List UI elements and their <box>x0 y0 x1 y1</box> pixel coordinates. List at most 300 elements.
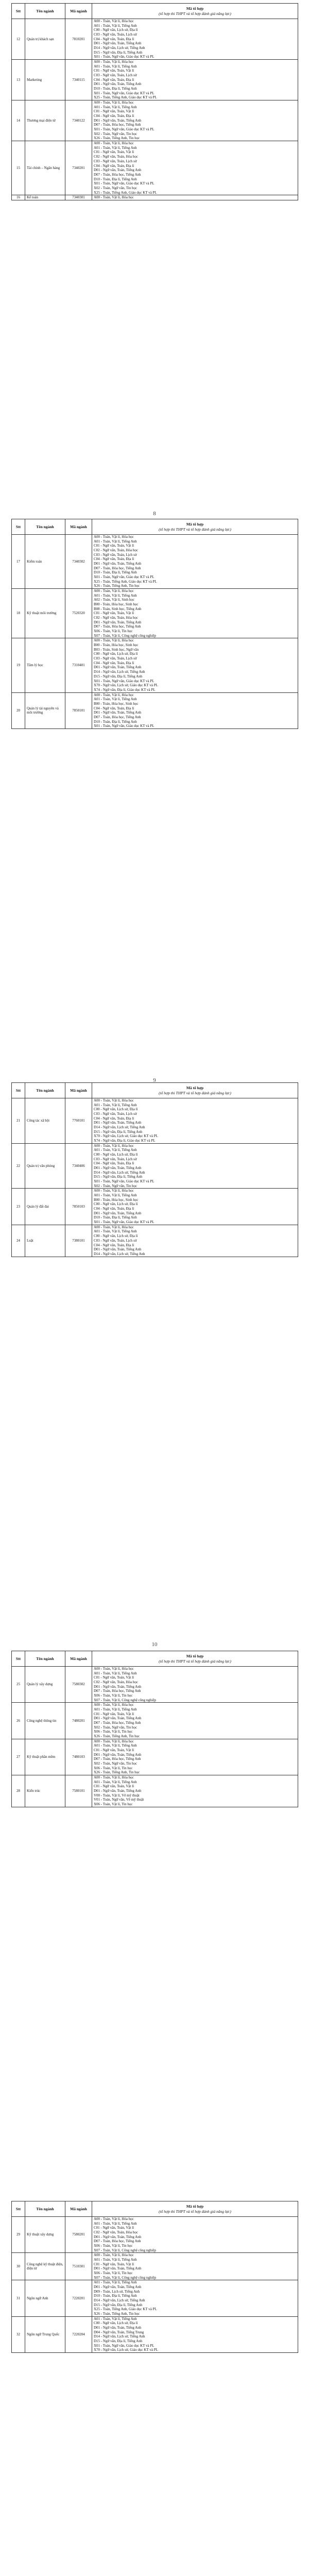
header-combos <box>92 519 298 535</box>
combo-item: D01 - Ngữ văn, Toán, Tiếng Anh <box>94 710 142 715</box>
combo-item: D10 - Toán, Địa lí, Tiếng Anh <box>94 87 137 91</box>
table-header <box>12 1083 298 1098</box>
combo-item: D07 - Toán, Hóa học, Tiếng Anh <box>94 566 141 570</box>
combo-item: X01 - Toán, Ngữ văn, Giáo dục KT và PL <box>94 127 154 132</box>
combo-list <box>92 2280 298 2316</box>
header-combos-title: Mã tổ hợp <box>186 6 204 11</box>
major-code: 7220204 <box>65 2316 92 2352</box>
row-stt: 29 <box>12 2217 25 2253</box>
combo-item: C01 - Ngữ văn, Toán, Vật lí <box>94 2262 134 2266</box>
combo-item: C03 - Ngữ văn, Toán, Lịch sử <box>94 73 137 78</box>
table-row <box>12 2280 298 2316</box>
combo-list <box>92 1703 298 1739</box>
header-combos <box>92 1083 298 1098</box>
major-name: Kỹ thuật môi trường <box>25 589 65 638</box>
combo-item: D14 - Ngữ văn, Lịch sử, Tiếng Anh <box>94 670 145 674</box>
combo-item: D01 - Ngữ văn, Toán, Tiếng Anh <box>94 2285 142 2290</box>
combo-item: A01 - Toán, Vật lí, Tiếng Anh <box>94 105 137 109</box>
table-row <box>12 100 298 141</box>
combo-item: A00 - Toán, Vật lí, Hóa học <box>94 19 134 23</box>
combo-item: D14 - Ngữ văn, Lịch sử, Tiếng Anh <box>94 2298 145 2303</box>
combo-item: C04 - Ngữ văn, Toán, Địa lí <box>94 1243 134 1247</box>
combo-item: X26 - Toán, Tiếng Anh, Tin học <box>94 2312 140 2316</box>
combo-item: D01 - Ngữ văn, Toán, Tiếng Anh <box>94 620 142 624</box>
combo-item: A01 - Toán, Vật lí, Tiếng Anh <box>94 145 137 150</box>
table-row <box>12 1775 298 1807</box>
combo-item: D07 - Toán, Hóa học, Tiếng Anh <box>94 123 141 127</box>
combo-item: A01 - Toán, Vật lí, Tiếng Anh <box>94 1743 137 1748</box>
header-combos-subtitle: (tổ hợp thi THPT và tổ hợp đánh giá năng lực) <box>159 2209 231 2214</box>
major-name: Ngôn ngữ Trung Quốc <box>25 2316 65 2352</box>
header-major-code: Mã ngành <box>65 1651 92 1667</box>
major-code: 7580302 <box>65 1667 92 1703</box>
combo-list <box>92 1098 298 1144</box>
major-code: 7580201 <box>65 2217 92 2253</box>
combo-item: A00 - Toán, Vật lí, Hóa học <box>94 692 134 697</box>
combo-item: X26 - Toán, Tiếng Anh, Tin học <box>94 1770 140 1775</box>
combo-item: X01 - Toán, Ngữ văn, Giáo dục KT và PL <box>94 1179 154 1184</box>
combo-item: C01 - Ngữ văn, Toán, Vật lí <box>94 150 134 155</box>
major-code: 7340201 <box>65 141 92 195</box>
combo-item: A00 - Toán, Vật lí, Hóa học <box>94 1703 134 1707</box>
header-stt: Stt <box>12 1651 25 1667</box>
combo-item: X06 - Toán, Vật lí, Tin học <box>94 2271 133 2276</box>
combo-item: A02 - Toán, Vật lí, Sinh học <box>94 598 134 602</box>
major-code: 7380101 <box>65 1225 92 1257</box>
major-name: Kỹ thuật phần mềm <box>25 1739 65 1775</box>
header-combos-subtitle: (tổ hợp thi THPT và tổ hợp đánh giá năng lực) <box>159 1658 231 1664</box>
row-stt: 15 <box>12 141 25 195</box>
table-row <box>12 2253 298 2280</box>
combo-item: A01 - Toán, Vật lí, Tiếng Anh <box>94 697 137 702</box>
table-row <box>12 1667 298 1703</box>
combo-item: A00 - Toán, Vật lí, Hóa học <box>94 1739 134 1743</box>
combo-item: D07 - Toán, Hóa học, Tiếng Anh <box>94 2239 141 2244</box>
major-name: Kiểm toán <box>25 535 65 589</box>
combo-item: D01 - Ngữ văn, Toán, Tiếng Anh <box>94 2234 142 2239</box>
row-stt: 18 <box>12 589 25 638</box>
admission-table <box>11 1082 298 1257</box>
combo-item: X02 - Toán, Ngữ văn, Tin học <box>94 1761 138 1766</box>
combo-item: X25 - Toán, Tiếng Anh, Giáo dục KT và PL <box>94 95 157 100</box>
combo-list <box>92 535 298 589</box>
combo-item: C00 - Ngữ văn, Lịch sử, Địa lí <box>94 652 138 656</box>
combo-item: D01 - Ngữ văn, Toán, Tiếng Anh <box>94 168 142 173</box>
combo-list <box>92 692 298 728</box>
major-name: Tâm lý học <box>25 638 65 692</box>
combo-item: X06 - Toán, Vật lí, Tin học <box>94 629 133 634</box>
combo-item: C04 - Ngữ văn, Toán, Địa lí <box>94 557 134 562</box>
combo-item: C03 - Ngữ văn, Toán, Lịch sử <box>94 1157 137 1161</box>
combo-item: D15 - Ngữ văn, Địa lí, Tiếng Anh <box>94 2339 143 2344</box>
combo-item: C04 - Ngữ văn, Toán, Địa lí <box>94 1116 134 1121</box>
combo-item: A00 - Toán, Vật lí, Hóa học <box>94 1225 134 1229</box>
combo-item: C02 - Ngữ văn, Toán, Hóa học <box>94 616 138 620</box>
major-name: Kỹ thuật xây dựng <box>25 2217 65 2253</box>
combo-item: C02 - Ngữ văn, Toán, Hóa học <box>94 548 138 553</box>
combo-item: C04 - Ngữ văn, Toán, Địa lí <box>94 163 134 168</box>
combo-item: A00 - Toán, Vật lí, Hóa học <box>94 2217 134 2221</box>
combo-item: D07 - Toán, Hóa học, Tiếng Anh <box>94 624 141 629</box>
combo-item: D15 - Ngữ văn, Địa lí, Tiếng Anh <box>94 674 143 679</box>
combo-item: C01 - Ngữ văn, Toán, Vật lí <box>94 1675 134 1680</box>
combo-item: A00 - Toán, Vật lí, Hóa học <box>94 195 134 200</box>
major-code: 7810201 <box>65 19 92 60</box>
combo-item: V01 - Toán, Ngữ văn, Vẽ mỹ thuật <box>94 1798 144 1802</box>
combo-item: D14 - Ngữ văn, Lịch sử, Tiếng Anh <box>94 1170 145 1175</box>
row-stt: 28 <box>12 1775 25 1807</box>
combo-item: C01 - Ngữ văn, Toán, Vật lí <box>94 544 134 548</box>
header-major-code: Mã ngành <box>65 2201 92 2217</box>
table-header <box>12 2201 298 2217</box>
combo-item: X02 - Toán, Ngữ văn, Tin học <box>94 131 138 136</box>
combo-item: A00 - Toán, Vật lí, Hóa học <box>94 1667 134 1671</box>
combo-item: A01 - Toán, Vật lí, Tiếng Anh <box>94 64 137 69</box>
combo-item: X02 - Toán, Ngữ văn, Tin học <box>94 1183 138 1188</box>
combo-item: X06 - Toán, Vật lí, Tin học <box>94 1693 133 1698</box>
combo-item: X26 - Toán, Tiếng Anh, Tin học <box>94 1734 140 1739</box>
combo-item: D01 - Ngữ văn, Toán, Tiếng Anh <box>94 118 142 123</box>
combo-item: C01 - Ngữ văn, Toán, Vật lí <box>94 2226 134 2230</box>
combo-item: C04 - Ngữ văn, Toán, Địa lí <box>94 114 134 118</box>
combo-item: C04 - Ngữ văn, Toán, Địa lí <box>94 37 134 41</box>
header-combos-subtitle: (tổ hợp thi THPT và tổ hợp đánh giá năng lực) <box>159 11 231 16</box>
combo-item: A01 - Toán, Vật lí, Tiếng Anh <box>94 2221 137 2226</box>
combo-item: B03 - Toán, Sinh học, Ngữ văn <box>94 647 139 652</box>
combo-item: D01 - Ngữ văn, Toán, Tiếng Anh <box>94 2266 142 2271</box>
combo-item: D14 - Ngữ văn, Lịch sử, Tiếng Anh <box>94 2334 145 2339</box>
admission-table <box>11 1651 298 1807</box>
combo-item: C04 - Ngữ văn, Toán, Địa lí <box>94 1207 134 1211</box>
row-stt: 27 <box>12 1739 25 1775</box>
combo-item: D01 - Ngữ văn, Toán, Tiếng Anh <box>94 1684 142 1689</box>
combo-item: X70 - Ngữ văn, Lịch sử, Giáo dục KT và PL <box>94 1134 158 1139</box>
combo-list <box>92 1775 298 1807</box>
combo-item: C00 - Ngữ văn, Lịch sử, Địa lí <box>94 1107 138 1112</box>
combo-item: A01 - Toán, Vật lí, Tiếng Anh <box>94 1707 137 1712</box>
combo-item: X01 - Toán, Ngữ văn, Giáo dục KT và PL <box>94 679 154 683</box>
combo-item: C01 - Ngữ văn, Toán, Vật lí <box>94 1748 134 1753</box>
major-name: Quản lý xây dựng <box>25 1667 65 1703</box>
combo-item: D01 - Ngữ văn, Toán, Tiếng Anh <box>94 41 142 46</box>
combo-item: A01 - Toán, Vật lí, Tiếng Anh <box>94 1780 137 1784</box>
combo-item: B00 - Toán, Hóa học, Sinh học <box>94 1197 139 1202</box>
header-major-code: Mã ngành <box>65 4 92 19</box>
combo-item: D10 - Toán, Địa lí, Tiếng Anh <box>94 570 137 575</box>
combo-item: C03 - Ngữ văn, Toán, Lịch sử <box>94 552 137 557</box>
row-stt: 23 <box>12 1189 25 1225</box>
combo-item: A00 - Toán, Vật lí, Hóa học <box>94 141 134 146</box>
combo-item: A00 - Toán, Vật lí, Hóa học <box>94 1189 134 1193</box>
combo-item: D01 - Ngữ văn, Toán, Tiếng Anh <box>94 1166 142 1171</box>
row-stt: 32 <box>12 2316 25 2352</box>
row-stt: 24 <box>12 1225 25 1257</box>
table-row <box>12 2217 298 2253</box>
combo-item: D09 - Toán, Lịch sử, Tiếng Anh <box>94 2289 140 2294</box>
combo-item: A01 - Toán, Vật lí, Tiếng Anh <box>94 23 137 28</box>
row-stt: 17 <box>12 535 25 589</box>
combo-item: A00 - Toán, Vật lí, Hóa học <box>94 2253 134 2258</box>
combo-item: X01 - Toán, Ngữ văn, Giáo dục KT và PL <box>94 55 154 59</box>
combo-item: C04 - Ngữ văn, Toán, Địa lí <box>94 706 134 710</box>
combo-item: D15 - Ngữ văn, Địa lí, Tiếng Anh <box>94 2302 143 2307</box>
combo-item: C03 - Ngữ văn, Toán, Lịch sử <box>94 1112 137 1116</box>
major-name: Công nghệ thông tin <box>25 1703 65 1739</box>
major-code: 7760101 <box>65 1098 92 1144</box>
table-row <box>12 1739 298 1775</box>
combo-item: X26 - Toán, Tiếng Anh, Tin học <box>94 136 140 141</box>
combo-item: B08 - Toán, Sinh học, Tiếng Anh <box>94 606 142 611</box>
admission-table <box>11 519 298 729</box>
combo-item: C02 - Ngữ văn, Toán, Hóa học <box>94 2230 138 2235</box>
row-stt: 31 <box>12 2280 25 2316</box>
table-row <box>12 638 298 692</box>
row-stt: 19 <box>12 638 25 692</box>
header-major-code: Mã ngành <box>65 1083 92 1098</box>
combo-item: D15 - Ngữ văn, Địa lí, Tiếng Anh <box>94 1175 143 1179</box>
combo-list <box>92 2253 298 2280</box>
document-page <box>0 1074 309 1638</box>
combo-item: C02 - Ngữ văn, Toán, Hóa học <box>94 155 138 159</box>
row-stt: 30 <box>12 2253 25 2280</box>
combo-item: X06 - Toán, Vật lí, Tin học <box>94 1730 133 1734</box>
combo-item: C03 - Ngữ văn, Toán, Lịch sử <box>94 656 137 661</box>
combo-item: A01 - Toán, Vật lí, Tiếng Anh <box>94 1671 137 1675</box>
combo-item: C00 - Ngữ văn, Lịch sử, Địa lí <box>94 1202 138 1207</box>
major-code: 7480103 <box>65 1739 92 1775</box>
header-major-code: Mã ngành <box>65 519 92 535</box>
combo-list <box>92 638 298 692</box>
combo-item: X07 - Toán, Vật lí, Công nghệ công nghiệp <box>94 1698 156 1702</box>
header-combos-title: Mã tổ hợp <box>186 1654 204 1659</box>
combo-item: A00 - Toán, Vật lí, Hóa học <box>94 1098 134 1103</box>
major-code: 7340406 <box>65 1143 92 1189</box>
header-combos-title: Mã tổ hợp <box>186 1086 204 1091</box>
combo-item: X74 - Ngữ văn, Địa lí, Giáo dục KT và PL <box>94 1139 156 1143</box>
header-major-name: Tên ngành <box>25 4 65 19</box>
combo-item: D01 - Ngữ văn, Toán, Tiếng Anh <box>94 1247 142 1252</box>
combo-list <box>92 100 298 141</box>
combo-item: D07 - Toán, Hóa học, Tiếng Anh <box>94 1757 141 1761</box>
header-combos-title: Mã tổ hợp <box>186 522 204 527</box>
combo-item: D01 - Ngữ văn, Toán, Tiếng Anh <box>94 562 142 566</box>
major-name: Quản trị văn phòng <box>25 1143 65 1189</box>
combo-item: A01 - Toán, Vật lí, Tiếng Anh <box>94 1103 137 1107</box>
combo-item: C00 - Ngữ văn, Lịch sử, Địa lí <box>94 1234 138 1239</box>
header-major-name: Tên ngành <box>25 519 65 535</box>
combo-item: D14 - Ngữ văn, Lịch sử, Tiếng Anh <box>94 46 145 50</box>
combo-item: X26 - Toán, Tiếng Anh, Tin học <box>94 584 140 588</box>
table-row <box>12 195 298 200</box>
page-number: 8 <box>153 511 156 517</box>
major-name: Thương mại điện tử <box>25 100 65 141</box>
combo-item: X07 - Toán, Vật lí, Công nghệ công nghiệp <box>94 2275 156 2280</box>
page-number: 9 <box>153 1077 156 1083</box>
combo-list <box>92 1143 298 1189</box>
row-stt: 22 <box>12 1143 25 1189</box>
combo-item: A01 - Toán, Vật lí, Tiếng Anh <box>94 593 137 598</box>
row-stt: 12 <box>12 19 25 60</box>
combo-item: C04 - Ngữ văn, Toán, Địa lí <box>94 1161 134 1166</box>
combo-item: D10 - Toán, Địa lí, Tiếng Anh <box>94 1215 137 1220</box>
table-header <box>12 1651 298 1667</box>
combo-item: C03 - Ngữ văn, Toán, Lịch sử <box>94 1238 137 1243</box>
table-row <box>12 1189 298 1225</box>
major-name: Luật <box>25 1225 65 1257</box>
combo-item: A01 - Toán, Vật lí, Tiếng Anh <box>94 2280 137 2285</box>
combo-item: D10 - Toán, Địa lí, Tiếng Anh <box>94 177 137 181</box>
header-stt: Stt <box>12 2201 25 2217</box>
combo-item: D15 - Ngữ văn, Địa lí, Tiếng Anh <box>94 1129 143 1134</box>
combo-item: D01 - Ngữ văn, Toán, Tiếng Anh <box>94 1752 142 1757</box>
major-code: 7340122 <box>65 100 92 141</box>
combo-item: X01 - Toán, Ngữ văn, Giáo dục KT và PL <box>94 1220 154 1225</box>
row-stt: 13 <box>12 60 25 100</box>
table-row <box>12 1098 298 1144</box>
row-stt: 26 <box>12 1703 25 1739</box>
page-top-margin <box>0 2193 309 2201</box>
combo-item: B00 - Toán, Hóa học, Sinh học <box>94 643 139 648</box>
combo-item: X07 - Toán, Vật lí, Công nghệ công nghiệp <box>94 2248 156 2252</box>
admission-table <box>11 2201 298 2353</box>
combo-list <box>92 141 298 195</box>
combo-list <box>92 1189 298 1225</box>
combo-item: X06 - Toán, Vật lí, Tin học <box>94 1802 133 1807</box>
major-name: Tài chính – Ngân hàng <box>25 141 65 195</box>
combo-list <box>92 589 298 638</box>
combo-item: C01 - Ngữ văn, Toán, Vật lí <box>94 1711 134 1716</box>
combo-item: D07 - Toán, Hóa học, Tiếng Anh <box>94 1689 141 1693</box>
combo-item: D01 - Ngữ văn, Toán, Tiếng Anh <box>94 665 142 670</box>
combo-item: A00 - Toán, Vật lí, Hóa học <box>94 1143 134 1148</box>
major-name: Kiến trúc <box>25 1775 65 1807</box>
major-name: Quản lý đất đai <box>25 1189 65 1225</box>
combo-item: X02 - Toán, Ngữ văn, Tin học <box>94 1725 138 1730</box>
major-code: 7220201 <box>65 2280 92 2316</box>
combo-item: C01 - Ngữ văn, Toán, Vật lí <box>94 69 134 73</box>
combo-list <box>92 1667 298 1703</box>
combo-item: D07 - Toán, Hóa học, Tiếng Anh <box>94 1721 141 1725</box>
table-row <box>12 1703 298 1739</box>
combo-list <box>92 19 298 60</box>
document-page <box>0 1638 309 2193</box>
table-row <box>12 535 298 589</box>
major-name: Công nghệ kỹ thuật điện, điện tử <box>25 2253 65 2280</box>
page-number: 10 <box>151 1641 158 1648</box>
combo-item: A00 - Toán, Vật lí, Hóa học <box>94 638 134 643</box>
combo-item: A00 - Toán, Vật lí, Hóa học <box>94 1775 134 1780</box>
combo-item: C03 - Ngữ văn, Toán, Lịch sử <box>94 159 137 163</box>
combo-item: C00 - Ngữ văn, Lịch sử, Địa lí <box>94 2321 138 2326</box>
combo-item: C00 - Ngữ văn, Lịch sử, Địa lí <box>94 28 138 32</box>
combo-item: X06 - Toán, Vật lí, Tin học <box>94 2244 133 2248</box>
document-page <box>0 2193 309 2576</box>
major-code: 7310401 <box>65 638 92 692</box>
combo-item: X01 - Toán, Ngữ văn, Giáo dục KT và PL <box>94 724 154 728</box>
header-combos-title: Mã tổ hợp <box>186 2204 204 2209</box>
combo-item: A00 - Toán, Vật lí, Hóa học <box>94 535 134 539</box>
major-name: Marketing <box>25 60 65 100</box>
combo-item: X01 - Toán, Ngữ văn, Giáo dục KT và PL <box>94 2343 154 2348</box>
combo-item: A01 - Toán, Vật lí, Tiếng Anh <box>94 2316 137 2321</box>
combo-item: C04 - Ngữ văn, Toán, Địa lí <box>94 660 134 665</box>
combo-item: D01 - Ngữ văn, Toán, Tiếng Anh <box>94 1211 142 1215</box>
major-code: 7510301 <box>65 2253 92 2280</box>
table-row <box>12 60 298 100</box>
combo-item: A00 - Toán, Vật lí, Hóa học <box>94 589 134 594</box>
row-stt: 25 <box>12 1667 25 1703</box>
combo-item: C00 - Ngữ văn, Lịch sử, Địa lí <box>94 1153 138 1157</box>
header-combos <box>92 4 298 19</box>
combo-list <box>92 195 298 200</box>
combo-item: X01 - Toán, Ngữ văn, Giáo dục KT và PL <box>94 575 154 580</box>
combo-item: X06 - Toán, Vật lí, Tin học <box>94 1766 133 1770</box>
major-code: 7340115 <box>65 60 92 100</box>
combo-item: A01 - Toán, Vật lí, Tiếng Anh <box>94 1193 137 1198</box>
combo-item: D04 - Ngữ văn, Toán, Tiếng Trung <box>94 2330 144 2334</box>
combo-item: D10 - Toán, Địa lí, Tiếng Anh <box>94 719 137 724</box>
combo-item: X01 - Toán, Ngữ văn, Giáo dục KT và PL <box>94 181 154 186</box>
combo-item: D01 - Ngữ văn, Toán, Tiếng Anh <box>94 1121 142 1125</box>
combo-item: C04 - Ngữ văn, Toán, Địa lí <box>94 77 134 82</box>
header-combos <box>92 2201 298 2217</box>
major-code: 7340301 <box>65 195 92 200</box>
combo-item: C03 - Ngữ văn, Toán, Lịch sử <box>94 32 137 37</box>
combo-item: D01 - Ngữ văn, Toán, Tiếng Anh <box>94 2326 142 2330</box>
combo-item: D01 - Ngữ văn, Toán, Tiếng Anh <box>94 1716 142 1721</box>
combo-item: C01 - Ngữ văn, Toán, Vật lí <box>94 611 134 616</box>
table-row <box>12 2316 298 2352</box>
combo-item: V00 - Toán, Vật lí, Vẽ mỹ thuật <box>94 1793 140 1798</box>
table-row <box>12 1143 298 1189</box>
row-stt: 14 <box>12 100 25 141</box>
combo-item: X25 - Toán, Tiếng Anh, Giáo dục KT và PL <box>94 2307 157 2312</box>
major-name: Công tác xã hội <box>25 1098 65 1144</box>
combo-item: X25 - Toán, Tiếng Anh, Giáo dục KT và PL <box>94 190 157 195</box>
major-code: 7520320 <box>65 589 92 638</box>
combo-item: A01 - Toán, Vật lí, Tiếng Anh <box>94 2258 137 2262</box>
table-header <box>12 4 298 19</box>
combo-item: D01 - Ngữ văn, Toán, Tiếng Anh <box>94 1789 142 1793</box>
header-stt: Stt <box>12 1083 25 1098</box>
combo-item: D14 - Ngữ văn, Lịch sử, Tiếng Anh <box>94 1251 145 1256</box>
table-row <box>12 589 298 638</box>
combo-item: D15 - Ngữ văn, Địa lí, Tiếng Anh <box>94 50 143 55</box>
major-code: 7480201 <box>65 1703 92 1739</box>
combo-item: D10 - Toán, Địa lí, Tiếng Anh <box>94 2294 137 2298</box>
major-code: 7580101 <box>65 1775 92 1807</box>
header-combos-subtitle: (tổ hợp thi THPT và tổ hợp đánh giá năng lực) <box>159 527 231 532</box>
combo-item: X70 - Ngữ văn, Lịch sử, Giáo dục KT và PL <box>94 2348 158 2352</box>
major-name: Ngôn ngữ Anh <box>25 2280 65 2316</box>
admission-table <box>11 3 298 200</box>
table-header <box>12 519 298 535</box>
combo-item: D01 - Ngữ văn, Toán, Tiếng Anh <box>94 82 142 87</box>
row-stt: 16 <box>12 195 25 200</box>
major-name: Quản trị khách sạn <box>25 19 65 60</box>
combo-item: A01 - Toán, Vật lí, Tiếng Anh <box>94 1229 137 1234</box>
major-code: 7850103 <box>65 1189 92 1225</box>
combo-list <box>92 1739 298 1775</box>
major-code: 7340302 <box>65 535 92 589</box>
combo-item: X25 - Toán, Tiếng Anh, Giáo dục KT và PL <box>94 579 157 584</box>
combo-item: A00 - Toán, Vật lí, Hóa học <box>94 60 134 64</box>
header-major-name: Tên ngành <box>25 1651 65 1667</box>
document-page <box>0 0 309 507</box>
combo-item: X01 - Toán, Ngữ văn, Giáo dục KT và PL <box>94 91 154 95</box>
combo-item: D07 - Toán, Hóa học, Tiếng Anh <box>94 172 141 177</box>
document-page <box>0 507 309 1074</box>
